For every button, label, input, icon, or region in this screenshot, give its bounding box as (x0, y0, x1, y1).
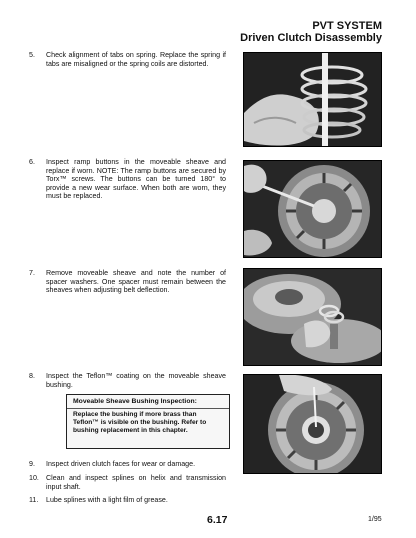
note-title: Moveable Sheave Bushing Inspection: (73, 398, 197, 405)
photo-remove-sheave (243, 268, 382, 366)
step-text: Clean and inspect splines on helix and transmission input shaft. (46, 474, 226, 491)
step-number: 5. (29, 51, 35, 59)
photo-sheave-bushing (243, 374, 382, 474)
step-6 (29, 158, 226, 201)
note-divider (67, 408, 229, 409)
note-box (66, 394, 230, 449)
step-number: 10. (29, 474, 39, 482)
step-number: 6. (29, 158, 35, 166)
step-10 (29, 474, 226, 491)
step-number: 8. (29, 372, 35, 380)
step-number: 11. (29, 496, 39, 504)
photo-ramp-buttons (243, 160, 382, 258)
step-5 (29, 51, 226, 68)
revision-date: 1/95 (368, 516, 382, 523)
step-text: Lube splines with a light film of grease. (46, 496, 168, 504)
step-number: 9. (29, 460, 35, 468)
photo-spring-alignment (243, 52, 382, 147)
step-text: Remove moveable sheave and note the number of spacer washers. One spacer must remain between the sheaves when adjusting belt deflection. (46, 269, 226, 295)
step-number: 7. (29, 269, 35, 277)
step-7 (29, 269, 226, 295)
step-text: Inspect driven clutch faces for wear or damage. (46, 460, 196, 468)
step-8 (29, 372, 226, 389)
step-9 (29, 460, 226, 469)
step-text: Check alignment of tabs on spring. Replace the spring if tabs are misaligned or the spring coils are distorted. (46, 51, 226, 68)
page-header (240, 20, 382, 44)
section-title: PVT SYSTEM (312, 20, 382, 32)
page-number: 6.17 (207, 514, 228, 526)
step-text: Inspect ramp buttons in the moveable sheave and replace if worn. NOTE: The ramp buttons are secured by Torx™ screws. The buttons can be turned 180° to provide a new wear surface. When both are worn, they must be replaced. (46, 158, 226, 201)
note-body: Replace the bushing if more brass than Teflon™ is visible on the bushing. Refer to bushing replacement in this chapter. (73, 411, 207, 435)
step-text: Inspect the Teflon™ coating on the moveable sheave bushing. (46, 372, 226, 389)
step-11 (29, 496, 226, 505)
page-title: Driven Clutch Disassembly (240, 32, 382, 44)
